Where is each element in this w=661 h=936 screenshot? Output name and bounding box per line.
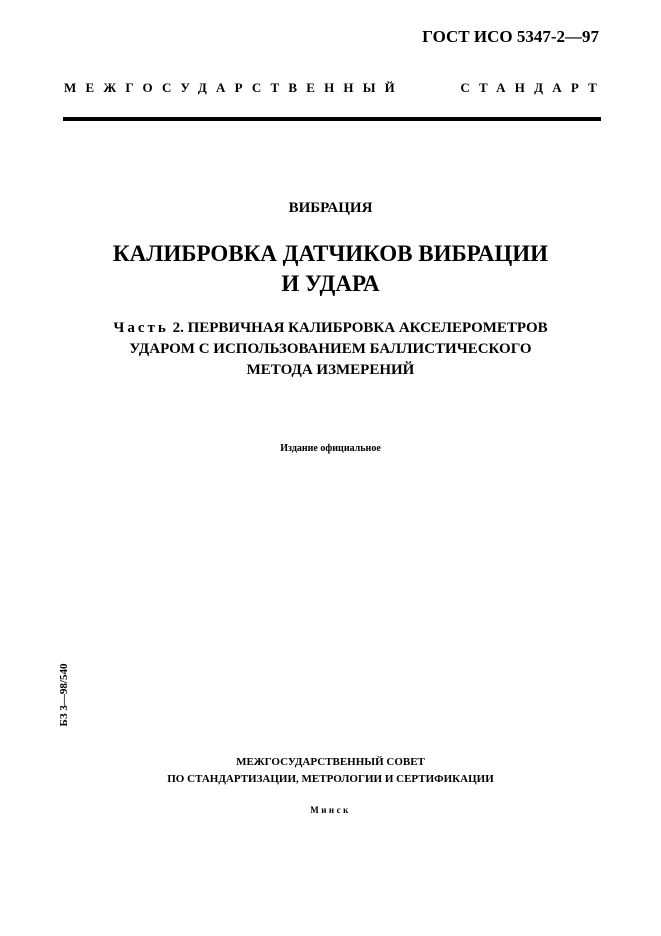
subtitle-line-1-text: 2. ПЕРВИЧНАЯ КАЛИБРОВКА АКСЕЛЕРОМЕТРОВ: [168, 320, 548, 336]
subtitle-line-2: УДАРОМ С ИСПОЛЬЗОВАНИЕМ БАЛЛИСТИЧЕСКОГО: [129, 341, 532, 357]
title-line-2: И УДАРА: [281, 271, 380, 296]
standard-type-word-interstate: МЕЖГОСУДАРСТВЕННЫЙ: [64, 80, 404, 95]
side-registration-code: БЗ 3—98/540: [58, 663, 70, 727]
header-divider: [63, 117, 601, 121]
subtitle-line-1: [0, 318, 661, 339]
publisher-block: [0, 754, 661, 788]
document-subtitle: [0, 318, 661, 381]
title-line-1: КАЛИБРОВКА ДАТЧИКОВ ВИБРАЦИИ: [112, 241, 549, 266]
publisher-line-2: ПО СТАНДАРТИЗАЦИИ, МЕТРОЛОГИИ И СЕРТИФИКАЦИИ: [167, 773, 494, 785]
subtitle-line-3: МЕТОДА ИЗМЕРЕНИЙ: [246, 362, 415, 378]
section-heading: ВИБРАЦИЯ: [288, 200, 373, 216]
part-label: Часть: [113, 320, 169, 336]
document-number: ГОСТ ИСО 5347-2—97: [422, 27, 599, 46]
publisher-line-1: МЕЖГОСУДАРСТВЕННЫЙ СОВЕТ: [236, 756, 425, 768]
document-title: [0, 239, 661, 299]
edition-note: Издание официальное: [280, 443, 381, 454]
standard-type-word-standard: СТАНДАРТ: [460, 80, 606, 95]
publication-city: Минск: [310, 805, 351, 815]
